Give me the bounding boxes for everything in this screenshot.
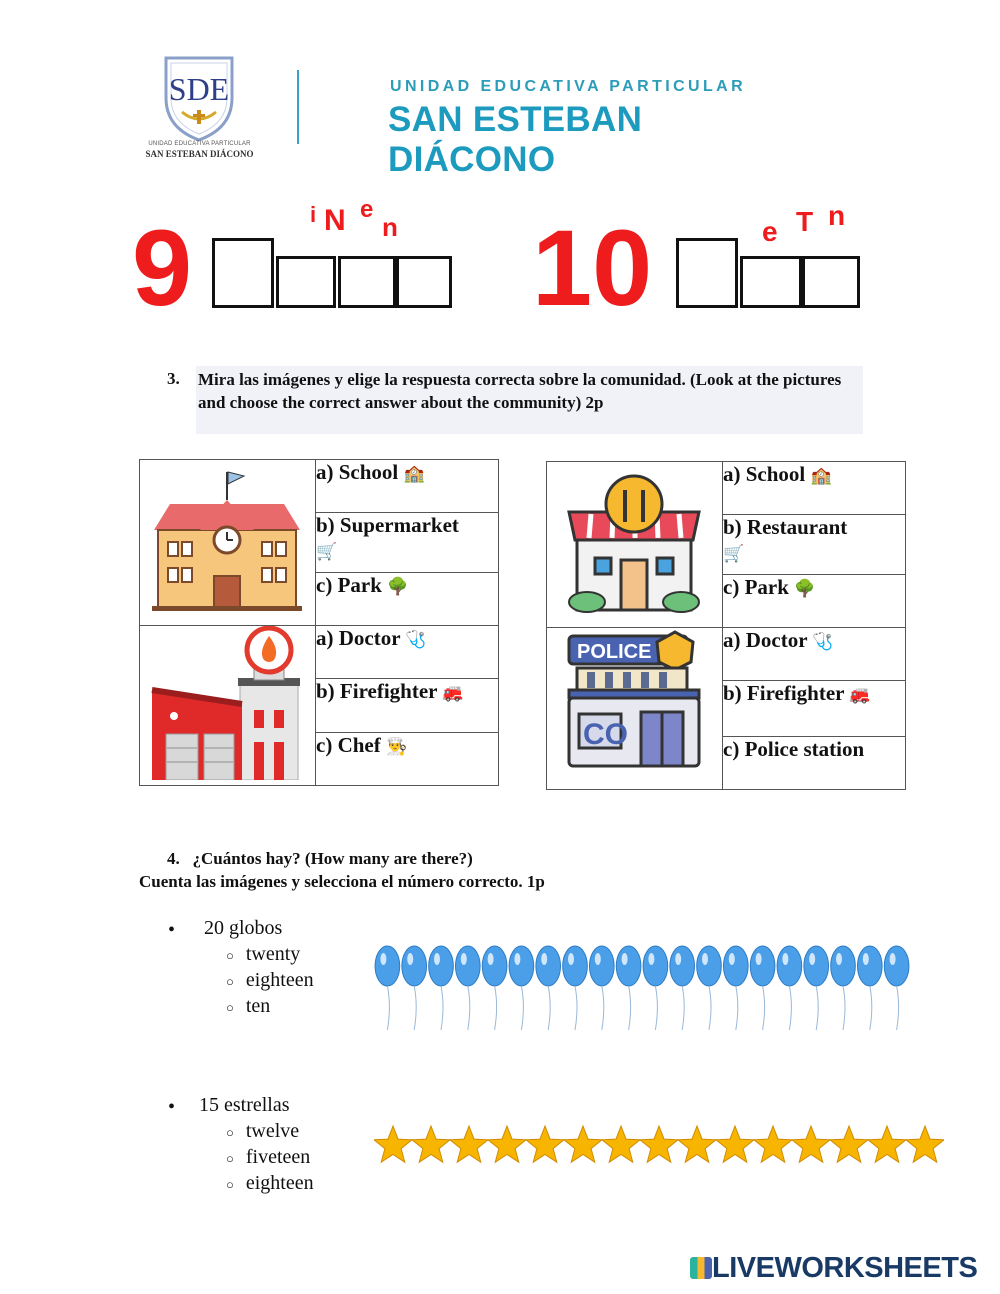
answer-box[interactable] bbox=[212, 238, 274, 308]
tree-icon: 🌳 bbox=[387, 576, 409, 597]
puzzle-number: 9 bbox=[132, 207, 193, 328]
radio-circle-icon[interactable]: ○ bbox=[226, 1177, 234, 1192]
scrambled-letter: n bbox=[382, 212, 398, 242]
star-icon bbox=[678, 1126, 716, 1162]
balloon-icon bbox=[429, 946, 454, 1030]
option-doctor[interactable]: a) Doctor 🩺 bbox=[723, 628, 906, 681]
balloon-icon bbox=[670, 946, 695, 1030]
image-cell bbox=[547, 628, 723, 790]
balloon-icon bbox=[697, 946, 722, 1030]
star-icon bbox=[450, 1126, 488, 1162]
star-icon bbox=[488, 1126, 526, 1162]
star-icon bbox=[412, 1126, 450, 1162]
police-station-icon bbox=[547, 628, 722, 784]
scrambled-letter: n bbox=[828, 200, 846, 231]
scrambled-letter: i bbox=[310, 202, 317, 227]
item-label-balloons: 20 globos bbox=[204, 917, 283, 939]
scrambled-letter: e bbox=[360, 196, 374, 223]
star-icon bbox=[906, 1126, 944, 1162]
balloon-icon bbox=[482, 946, 507, 1030]
liveworksheets-brand: LIVEWORKSHEETS bbox=[712, 1252, 978, 1284]
star-icon bbox=[868, 1126, 906, 1162]
scrambled-letter: N bbox=[324, 204, 346, 237]
radio-circle-icon[interactable]: ○ bbox=[226, 1000, 234, 1015]
choice-option[interactable]: ○ twelve bbox=[226, 1120, 300, 1142]
radio-circle-icon[interactable]: ○ bbox=[226, 948, 234, 963]
chef-icon: 👨‍🍳 bbox=[385, 737, 408, 758]
bullet-dot: • bbox=[168, 919, 176, 941]
radio-circle-icon[interactable]: ○ bbox=[226, 974, 234, 989]
liveworksheets-mark-icon bbox=[690, 1257, 712, 1279]
radio-circle-icon[interactable]: ○ bbox=[226, 1151, 234, 1166]
star-icon bbox=[754, 1126, 792, 1162]
choice-option[interactable]: ○ twenty bbox=[226, 943, 301, 965]
scrambled-letter: T bbox=[796, 206, 814, 237]
police-sign-text: POLICE bbox=[577, 641, 652, 663]
option-doctor[interactable]: a) Doctor 🩺 bbox=[316, 626, 499, 679]
options-table-right bbox=[546, 461, 906, 790]
choice-list-stars bbox=[226, 1120, 314, 1198]
choice-list-balloons bbox=[226, 943, 314, 1021]
puzzle-ten bbox=[530, 196, 890, 326]
scrambled-letter: e bbox=[762, 216, 778, 247]
question3-text: Mira las imágenes y elige la respuesta correcta sobre la comunidad. (Look at the pictures and choose the correct answer about the community) 2p bbox=[198, 370, 842, 412]
bullet-dot: • bbox=[168, 1096, 176, 1118]
star-icon bbox=[602, 1126, 640, 1162]
choice-option[interactable]: ○ eighteen bbox=[226, 969, 314, 991]
radio-circle-icon[interactable]: ○ bbox=[226, 1125, 234, 1140]
balloons-image bbox=[374, 944, 910, 1034]
puzzle-nine bbox=[130, 196, 470, 326]
answer-box[interactable] bbox=[676, 238, 738, 308]
balloon-icon bbox=[402, 946, 427, 1030]
answer-box[interactable] bbox=[740, 256, 802, 308]
balloon-icon bbox=[455, 946, 480, 1030]
option-restaurant[interactable]: b) Restaurant 🛒 bbox=[723, 515, 906, 574]
star-icon bbox=[526, 1126, 564, 1162]
logo-caption-name: SAN ESTEBAN DIÁCONO bbox=[145, 149, 254, 159]
image-cell bbox=[547, 462, 723, 628]
star-icon bbox=[716, 1126, 754, 1162]
choice-option[interactable]: ○ fiveteen bbox=[226, 1146, 311, 1168]
option-school[interactable]: a) School 🏫 bbox=[723, 462, 906, 515]
balloon-icon bbox=[643, 946, 668, 1030]
star-icon bbox=[830, 1126, 868, 1162]
police-window-letters: CO bbox=[583, 718, 628, 751]
fire-station-icon bbox=[140, 626, 315, 780]
school-icon: 🏫 bbox=[810, 466, 832, 486]
fire-engine-icon: 🚒 bbox=[442, 682, 464, 703]
options-table-left bbox=[139, 459, 499, 786]
image-cell bbox=[140, 460, 316, 626]
header-divider bbox=[297, 70, 299, 144]
option-supermarket[interactable]: b) Supermarket 🛒 bbox=[316, 513, 499, 572]
option-firefighter[interactable]: b) Firefighter 🚒 bbox=[316, 678, 499, 733]
puzzle-number: 10 bbox=[532, 207, 653, 328]
balloon-icon bbox=[777, 946, 802, 1030]
balloon-icon bbox=[723, 946, 748, 1030]
balloon-icon bbox=[884, 946, 909, 1030]
answer-box[interactable] bbox=[338, 256, 396, 308]
question3-number: 3. bbox=[167, 369, 180, 388]
logo-caption-small: UNIDAD EDUCATIVA PARTICULAR bbox=[148, 141, 251, 147]
star-icon bbox=[640, 1126, 678, 1162]
restaurant-building-icon bbox=[547, 462, 722, 622]
stethoscope-icon: 🩺 bbox=[812, 632, 834, 652]
image-cell bbox=[140, 626, 316, 786]
balloon-icon bbox=[536, 946, 561, 1030]
balloon-icon bbox=[616, 946, 641, 1030]
answer-box[interactable] bbox=[276, 256, 336, 308]
header-title-top: UNIDAD EDUCATIVA PARTICULAR bbox=[390, 78, 747, 95]
answer-box[interactable] bbox=[396, 256, 452, 308]
option-park[interactable]: c) Park 🌳 bbox=[723, 574, 906, 627]
school-building-icon bbox=[140, 460, 315, 620]
question4-title: ¿Cuántos hay? (How many are there?) bbox=[192, 849, 473, 868]
option-chef[interactable]: c) Chef 👨‍🍳 bbox=[316, 733, 499, 786]
option-police-station[interactable]: c) Police station bbox=[723, 736, 906, 789]
choice-option[interactable]: ○ eighteen bbox=[226, 1172, 314, 1194]
tree-icon: 🌳 bbox=[794, 578, 816, 599]
balloon-icon bbox=[804, 946, 829, 1030]
item-label-stars: 15 estrellas bbox=[199, 1094, 290, 1116]
header-title-main: SAN ESTEBAN DIÁCONO bbox=[388, 100, 643, 179]
question4-subtitle: Cuenta las imágenes y selecciona el número correcto. 1p bbox=[139, 872, 545, 891]
option-park[interactable]: c) Park 🌳 bbox=[316, 572, 499, 625]
star-icon bbox=[792, 1126, 830, 1162]
star-icon bbox=[564, 1126, 602, 1162]
star-icon bbox=[374, 1126, 412, 1162]
stethoscope-icon: 🩺 bbox=[405, 630, 427, 650]
liveworksheets-logo[interactable] bbox=[690, 1252, 977, 1285]
balloon-icon bbox=[509, 946, 534, 1030]
balloon-icon bbox=[563, 946, 588, 1030]
balloon-icon bbox=[589, 946, 614, 1030]
choice-option[interactable]: ○ ten bbox=[226, 995, 271, 1017]
school-logo bbox=[160, 52, 238, 144]
balloon-icon bbox=[750, 946, 775, 1030]
school-icon: 🏫 bbox=[403, 464, 425, 484]
fire-engine-icon: 🚒 bbox=[849, 685, 871, 706]
balloon-icon bbox=[831, 946, 856, 1030]
balloon-icon bbox=[375, 946, 400, 1030]
question4-heading bbox=[167, 849, 473, 869]
option-school[interactable]: a) School 🏫 bbox=[316, 460, 499, 513]
cart-icon: 🛒 bbox=[723, 544, 745, 565]
stars-image bbox=[374, 1120, 944, 1172]
option-firefighter[interactable]: b) Firefighter 🚒 bbox=[723, 681, 906, 736]
cart-icon: 🛒 bbox=[316, 542, 338, 563]
logo-monogram: SDE bbox=[168, 71, 230, 107]
answer-box[interactable] bbox=[802, 256, 860, 308]
balloon-icon bbox=[857, 946, 882, 1030]
question4-number: 4. bbox=[167, 849, 180, 868]
